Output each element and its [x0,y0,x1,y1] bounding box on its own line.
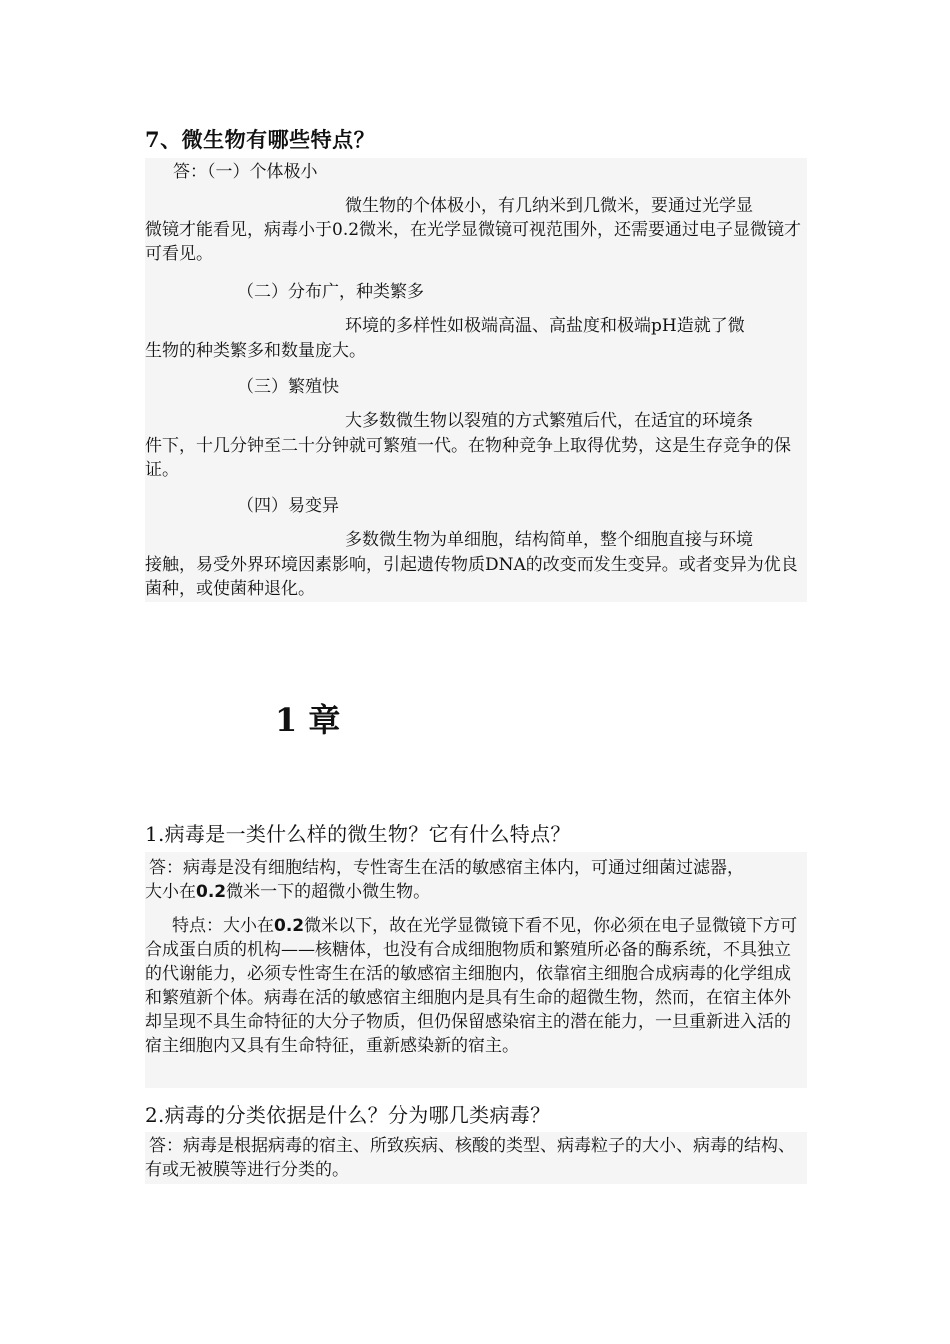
question-2-title: 2.病毒的分类依据是什么？分为哪几类病毒？ [145,1103,551,1127]
q1-answer-size-value: 0.2 [196,882,227,902]
q1-answer-line-1: 答：病毒是没有细胞结构，专性寄生在活的敏感宿主体内，可通过细菌过滤器， [149,858,744,878]
q1-answer-line-2 [145,880,430,904]
paragraph-4-rest: 接触，易受外界环境因素影响，引起遗传物质DNA的改变而发生变异。或者变异为优良菌种，或使菌种退化。 [145,555,798,599]
answer-intro: 答：（一）个体极小 [173,162,318,182]
heading-3: （三）繁殖快 [237,377,339,397]
q1-features-prefix: 特点：大小在 [172,916,274,936]
chapter-heading: 1 章 [275,701,341,739]
q2-answer: 答：病毒是根据病毒的宿主、所致疾病、核酸的类型、病毒粒子的大小、病毒的结构、有或无被膜等进行分类的。 [145,1136,795,1180]
heading-2: （二）分布广，种类繁多 [237,282,424,302]
paragraph-3-first-line: 大多数微生物以裂殖的方式繁殖后代，在适宜的环境条 [345,411,753,431]
paragraph-2-first-line: 环境的多样性如极端高温、高盐度和极端pH造就了微 [345,316,745,336]
paragraph-3-rest: 件下，十几分钟至二十分钟就可繁殖一代。在物种竞争上取得优势，这是生存竞争的保证。 [145,436,791,480]
q1-features-size-value: 0.2 [274,916,305,936]
paragraph-2-rest: 生物的种类繁多和数量庞大。 [145,341,366,361]
paragraph-1-first-line: 微生物的个体极小，有几纳米到几微米，要通过光学显 [345,196,753,216]
q1-answer-suffix: 微米一下的超微小微生物。 [226,882,431,902]
q1-features-body: 微米以下，故在光学显微镜下看不见，你必须在电子显微镜下方可合成蛋白质的机构——核糖体，也没有合成细胞物质和繁殖所必备的酶系统，不具独立的代谢能力，必须专性寄生在活的敏感宿主细胞内，依靠宿主细胞合成病毒的化学组成和繁殖新个体。病毒在活的敏感宿主细胞内是具有生命的超微生物，然而，在宿主体外却呈现不具生命特征的大分子物质，但仍保留感染宿主的潜在能力，一旦重新进入活的宿主细胞内又具有生命特征，重新感染新的宿主。 [145,916,798,1056]
paragraph-4-first-line: 多数微生物为单细胞，结构简单，整个细胞直接与环境 [345,530,753,550]
heading-4: （四）易变异 [237,496,339,516]
question-1-title: 1.病毒是一类什么样的微生物？它有什么特点？ [145,822,571,846]
paragraph-1-rest: 微镜才能看见，病毒小于0.2微米，在光学显微镜可视范围外，还需要通过电子显微镜才可看见。 [145,220,802,264]
question-7-title: 7、微生物有哪些特点？ [145,127,376,152]
q1-features-paragraph [145,914,807,1058]
q1-answer-prefix: 大小在 [145,882,196,902]
